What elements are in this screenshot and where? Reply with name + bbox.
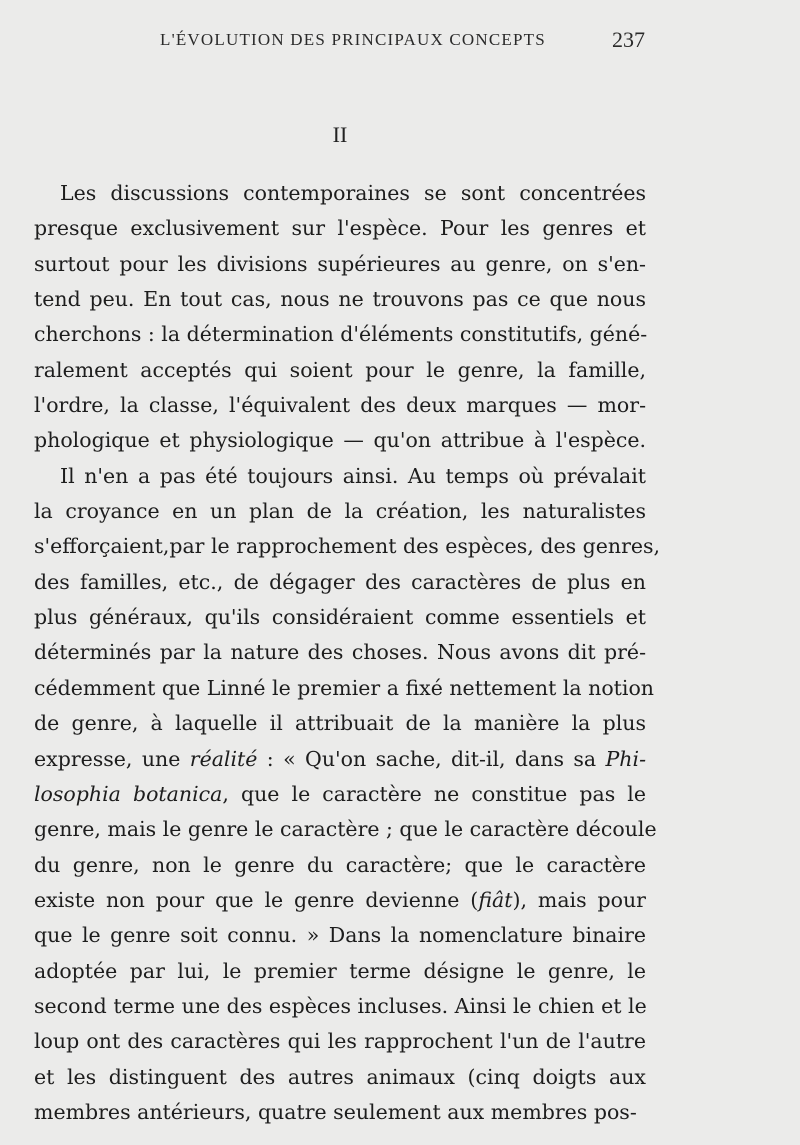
text-line: plus généraux, qu'ils considéraient comme essentiels et: [34, 605, 646, 630]
text-line: cédemment que Linné le premier a fixé nettement la notion: [34, 675, 655, 700]
italic-term: réalité: [189, 746, 258, 771]
running-head: L'ÉVOLUTION DES PRINCIPAUX CONCEPTS: [160, 30, 546, 49]
italic-title: losophia botanica: [34, 781, 223, 806]
text-line: que le genre soit connu. » Dans la nomenclature binaire: [34, 923, 646, 948]
text-line: loup ont des caractères qui les rapprochent l'un de l'autre: [34, 1029, 646, 1054]
text-line: [34, 883, 646, 918]
section-numeral: II: [332, 122, 348, 147]
text-fragment: expresse, une: [34, 746, 190, 771]
text-line: déterminés par la nature des choses. Nous avons dit pré-: [34, 640, 646, 665]
text-line: ralement acceptés qui soient pour le genre, la famille,: [34, 357, 646, 382]
text-fragment: , que le caractère ne constitue pas le: [222, 781, 646, 806]
text-line: des familles, etc., de dégager des caractères de plus en: [34, 569, 646, 594]
text-line: phologique et physiologique — qu'on attribue à l'espèce.: [34, 428, 646, 453]
text-line: [34, 742, 646, 777]
text-line: second terme une des espèces incluses. Ainsi le chien et le: [34, 993, 647, 1018]
text-line: cherchons : la détermination d'éléments constitutifs, géné-: [34, 322, 648, 347]
page-number: 237: [612, 27, 645, 52]
text-line: de genre, à laquelle il attribuait de la manière la plus: [34, 711, 646, 736]
text-line: tend peu. En tout cas, nous ne trouvons pas ce que nous: [34, 287, 646, 312]
text-line: Les discussions contemporaines se sont concentrées: [60, 181, 646, 205]
italic-term: fiât: [478, 887, 513, 912]
body-text: [34, 176, 661, 1130]
text-line: membres antérieurs, quatre seulement aux membres pos-: [34, 1099, 637, 1124]
text-line: la croyance en un plan de la création, les naturalistes: [34, 499, 646, 524]
text-line: du genre, non le genre du caractère; que le caractère: [34, 852, 646, 877]
text-fragment: existe non pour que le genre devienne (: [34, 887, 479, 912]
text-line: presque exclusivement sur l'espèce. Pour les genres et: [34, 216, 646, 241]
text-line: s'efforçaient,par le rapprochement des espèces, des genres,: [34, 534, 661, 559]
italic-title: Phi-: [605, 746, 646, 771]
text-line: [34, 777, 646, 812]
text-line: Il n'en a pas été toujours ainsi. Au temps où prévalait: [60, 463, 646, 488]
text-fragment: : « Qu'on sache, dit-il, dans sa: [257, 746, 606, 771]
text-line: adoptée par lui, le premier terme désigne le genre, le: [34, 958, 646, 983]
text-line: l'ordre, la classe, l'équivalent des deux marques — mor-: [34, 393, 646, 418]
text-fragment: ), mais pour: [512, 887, 646, 912]
text-line: et les distinguent des autres animaux (cinq doigts aux: [34, 1064, 646, 1089]
text-line: genre, mais le genre le caractère ; que le caractère découle: [34, 817, 657, 842]
text-line: surtout pour les divisions supérieures au genre, on s'en-: [34, 251, 646, 276]
